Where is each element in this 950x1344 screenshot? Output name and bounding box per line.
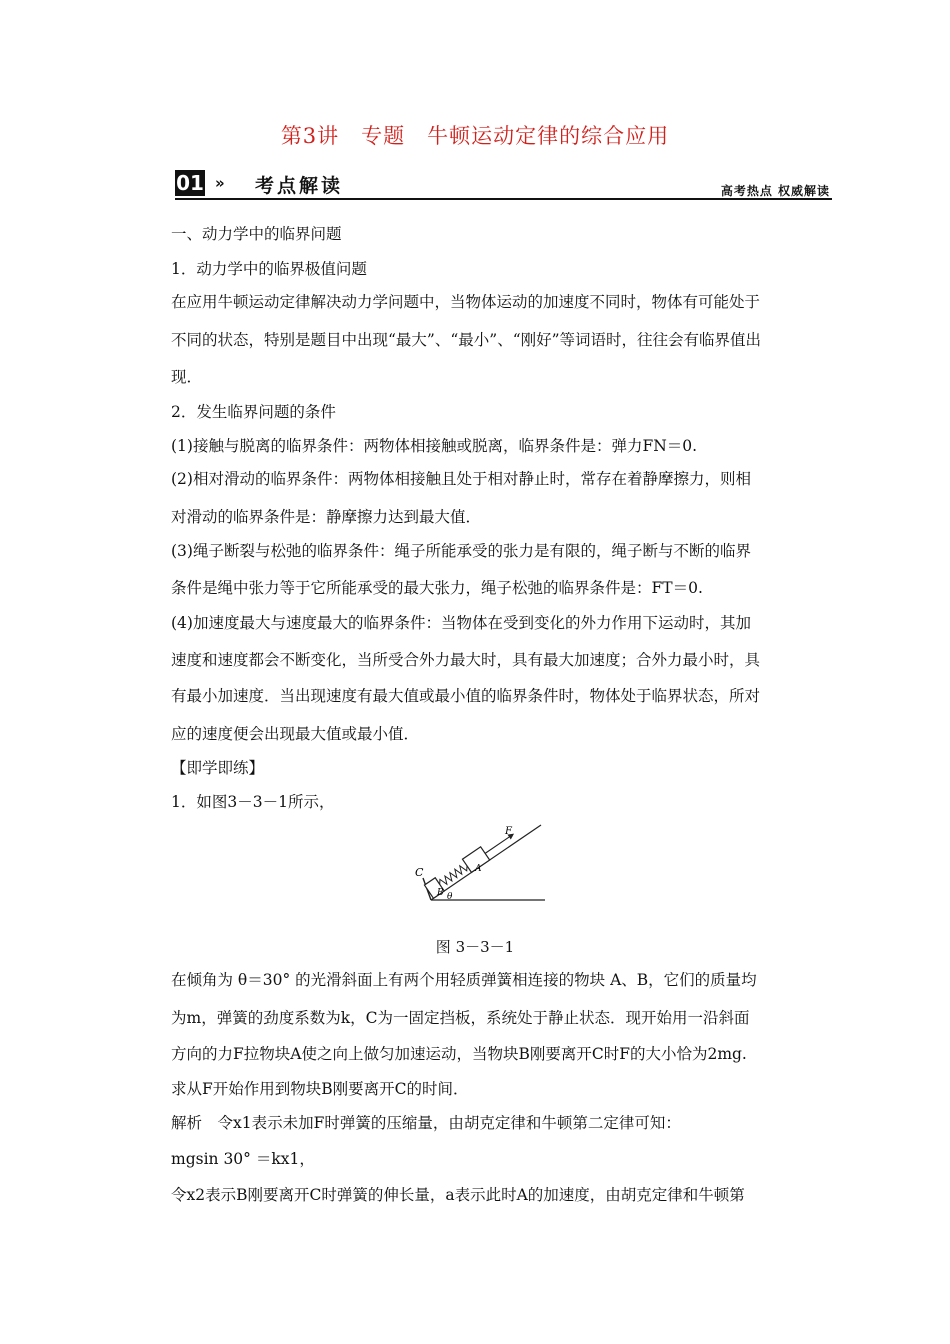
text-line: 在倾角为 θ＝30° 的光滑斜面上有两个用轻质弹簧相连接的物块 A、B，它们的质量均 [171,971,757,989]
text-line: (3)绳子断裂与松弛的临界条件：绳子所能承受的张力是有限的，绳子断与不断的临界 [171,542,751,560]
text-line: 为m，弹簧的劲度系数为k，C为一固定挡板，系统处于静止状态．现开始用一沿斜面 [171,1009,750,1027]
text-line: 不同的状态，特别是题目中出现“最大”、“最小”、“刚好”等词语时，往往会有临界值出 [171,331,762,349]
text-line: mgsin 30° ＝kx1， [171,1150,315,1168]
text-line: 应的速度便会出现最大值或最小值． [171,725,420,743]
text-line: 令x2表示B刚要离开C时弹簧的伸长量，a表示此时A的加速度，由胡克定律和牛顿第 [171,1186,745,1204]
text-line: 条件是绳中张力等于它所能承受的最大张力，绳子松弛的临界条件是：FT＝0. [171,579,703,597]
label-f: F [505,826,512,837]
page-title: 第3讲 专题 牛顿运动定律的综合应用 [280,124,670,148]
text-line: 求从F开始作用到物块B刚要离开C的时间． [171,1080,469,1098]
label-a: A [475,864,482,874]
text-line: (1)接触与脱离的临界条件：两物体相接触或脱离，临界条件是：弹力FN＝0. [171,437,698,455]
text-line: 一、动力学中的临界问题 [171,225,342,243]
text-line: (4)加速度最大与速度最大的临界条件：当物体在受到变化的外力作用下运动时，其加 [171,614,751,632]
text-line: 【即学即练】 [171,759,265,777]
text-line: (2)相对滑动的临界条件：两物体相接触且处于相对静止时，常存在着静摩擦力，则相 [171,470,751,488]
section-subtitle: 高考热点 权威解读 [720,184,830,198]
incline-figure [405,820,550,908]
text-line: 现． [171,368,203,386]
text-line: 有最小加速度．当出现速度有最大值或最小值的临界条件时，物体处于临界状态，所对 [171,687,761,705]
text-line: 对滑动的临界条件是：静摩擦力达到最大值． [171,508,482,526]
double-chevron-icon: » [215,174,225,192]
label-theta: θ [447,892,453,902]
text-line: 解析 令x1表示未加F时弹簧的压缩量，由胡克定律和牛顿第二定律可知： [171,1114,681,1132]
label-b: B [437,888,444,898]
section-rule [175,198,832,200]
section-title: 考点解读 [255,175,344,197]
text-line: 在应用牛顿运动定律解决动力学问题中，当物体运动的加速度不同时，物体有可能处于 [171,293,761,311]
text-line: 速度和速度都会不断变化，当所受合外力最大时，具有最大加速度；合外力最小时，具 [171,651,761,669]
section-number-badge: 01 [176,171,204,195]
text-line: 1．如图3－3－1所示， [171,793,335,811]
text-line: 1．动力学中的临界极值问题 [171,260,367,278]
section-banner [175,168,832,200]
text-line: 2．发生临界问题的条件 [171,403,336,421]
text-line: 方向的力F拉物块A使之向上做匀加速运动，当物块B刚要离开C时F的大小恰为2mg. [171,1045,747,1063]
label-c: C [415,866,424,879]
figure-caption: 图 3－3－1 [435,938,515,956]
